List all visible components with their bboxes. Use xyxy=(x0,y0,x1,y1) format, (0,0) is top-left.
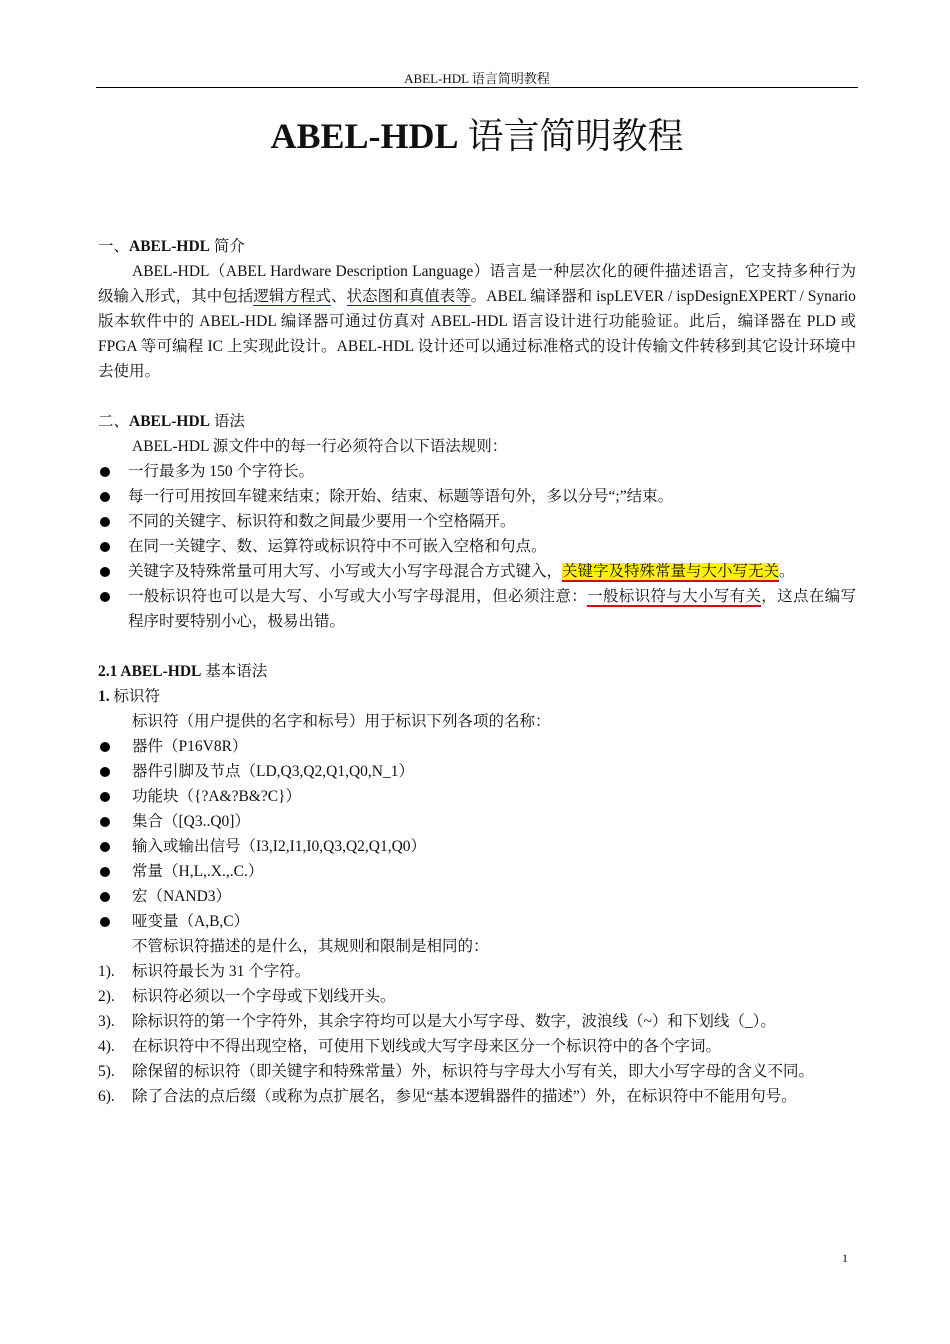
bullet-icon xyxy=(98,559,128,584)
document-body xyxy=(98,234,856,1109)
bullet-icon xyxy=(98,759,132,784)
list-item: 在同一关键字、数、运算符或标识符中不可嵌入空格和句点。 xyxy=(98,534,856,559)
list-item: 一般标识符也可以是大写、小写或大小写字母混用，但必须注意：一般标识符与大小写有关，这点在编写程序时要特别小心，极易出错。 xyxy=(98,584,856,634)
title-cjk: 语言简明教程 xyxy=(458,116,684,156)
header-rule xyxy=(96,87,858,88)
bullet-icon xyxy=(98,509,128,534)
numbered-item: 3). 除标识符的第一个字符外，其余字符均可以是大小写字母、数字，波浪线（~）和下划线（_）。 xyxy=(98,1013,776,1030)
bullet-icon xyxy=(98,834,132,859)
bullet-icon xyxy=(98,809,132,834)
document-title xyxy=(96,108,858,159)
list-item: 一行最多为 150 个字符长。 xyxy=(98,459,856,484)
numbered-item: 1). 标识符最长为 31 个字符。 xyxy=(98,963,311,980)
list-item: 关键字及特殊常量可用大写、小写或大小写字母混合方式键入，关键字及特殊常量与大小写无关。 xyxy=(98,559,856,584)
link-state-diagram-truth-table[interactable]: 状态图和真值表等 xyxy=(346,288,471,305)
running-header: ABEL-HDL 语言简明教程 xyxy=(404,71,550,86)
title-latin: ABEL-HDL xyxy=(270,116,459,156)
list-item: 器件（P16V8R） xyxy=(98,734,856,759)
section2-heading: 二、ABEL-HDL 语法 xyxy=(98,413,245,430)
list-item: 功能块（{?A&?B&?C}） xyxy=(98,784,856,809)
underlined-text: 一般标识符与大小写有关 xyxy=(587,588,762,605)
numbered-item: 2). 标识符必须以一个字母或下划线开头。 xyxy=(98,988,396,1005)
list-item: 哑变量（A,B,C） xyxy=(98,909,856,934)
list-item: 输入或输出信号（I3,I2,I1,I0,Q3,Q2,Q1,Q0） xyxy=(98,834,856,859)
bullet-icon xyxy=(98,884,132,909)
list-item: 器件引脚及节点（LD,Q3,Q2,Q1,Q0,N_1） xyxy=(98,759,856,784)
subsection-heading: 1. 标识符 xyxy=(98,688,161,705)
bullet-icon xyxy=(98,484,128,509)
bullet-icon xyxy=(98,459,128,484)
section21-heading: 2.1 ABEL-HDL 基本语法 xyxy=(98,663,268,680)
numbered-item: 6). 除了合法的点后缀（或称为点扩展名，参见“基本逻辑器件的描述”）外，在标识符中不能用句号。 xyxy=(98,1088,797,1105)
list-item: 不同的关键字、标识符和数之间最少要用一个空格隔开。 xyxy=(98,509,856,534)
bullet-icon xyxy=(98,584,128,634)
section1-paragraph: ABEL-HDL（ABEL Hardware Description Language）语言是一种层次化的硬件描述语言，它支持多种行为级输入形式，其中包括逻辑方程式、状态图和真值表等。ABEL 编译器和 ispLEVER / ispDesignEXPERT / Synario 版本软件中的 ABEL-HDL 编译器可通过仿真对 ABEL-HDL 语言设计进行功能验证。此后，编译器在 PLD 或 FPGA 等可编程 IC 上实现此设计。ABEL-HDL 设计还可以通过标准格式的设计传输文件转移到其它设计环境中去使用。 xyxy=(98,263,856,380)
section1-heading: 一、ABEL-HDL 简介 xyxy=(98,238,245,255)
bullet-icon xyxy=(98,534,128,559)
highlighted-text: 关键字及特殊常量与大小写无关 xyxy=(562,563,780,580)
link-logic-equations[interactable]: 逻辑方程式 xyxy=(253,288,331,305)
page-number: 1 xyxy=(842,1251,848,1265)
list-item: 宏（NAND3） xyxy=(98,884,856,909)
identifier-intro: 标识符（用户提供的名字和标号）用于标识下列各项的名称： xyxy=(132,713,551,730)
numbered-item: 4). 在标识符中不得出现空格，可使用下划线或大写字母来区分一个标识符中的各个字词。 xyxy=(98,1038,722,1055)
section2-intro: ABEL-HDL 源文件中的每一行必须符合以下语法规则： xyxy=(132,438,508,455)
numbered-item: 5). 除保留的标识符（即关键字和特殊常量）外，标识符与字母大小写有关，即大小写字母的含义不同。 xyxy=(98,1063,815,1080)
bullet-icon xyxy=(98,859,132,884)
bullet-icon xyxy=(98,909,132,934)
list-item: 集合（[Q3..Q0]） xyxy=(98,809,856,834)
bullet-icon xyxy=(98,734,132,759)
list-item: 常量（H,L,.X.,.C.） xyxy=(98,859,856,884)
bullet-icon xyxy=(98,784,132,809)
list-item: 每一行可用按回车键来结束；除开始、结束、标题等语句外，多以分号“;”结束。 xyxy=(98,484,856,509)
rules-intro: 不管标识符描述的是什么，其规则和限制是相同的： xyxy=(132,938,489,955)
